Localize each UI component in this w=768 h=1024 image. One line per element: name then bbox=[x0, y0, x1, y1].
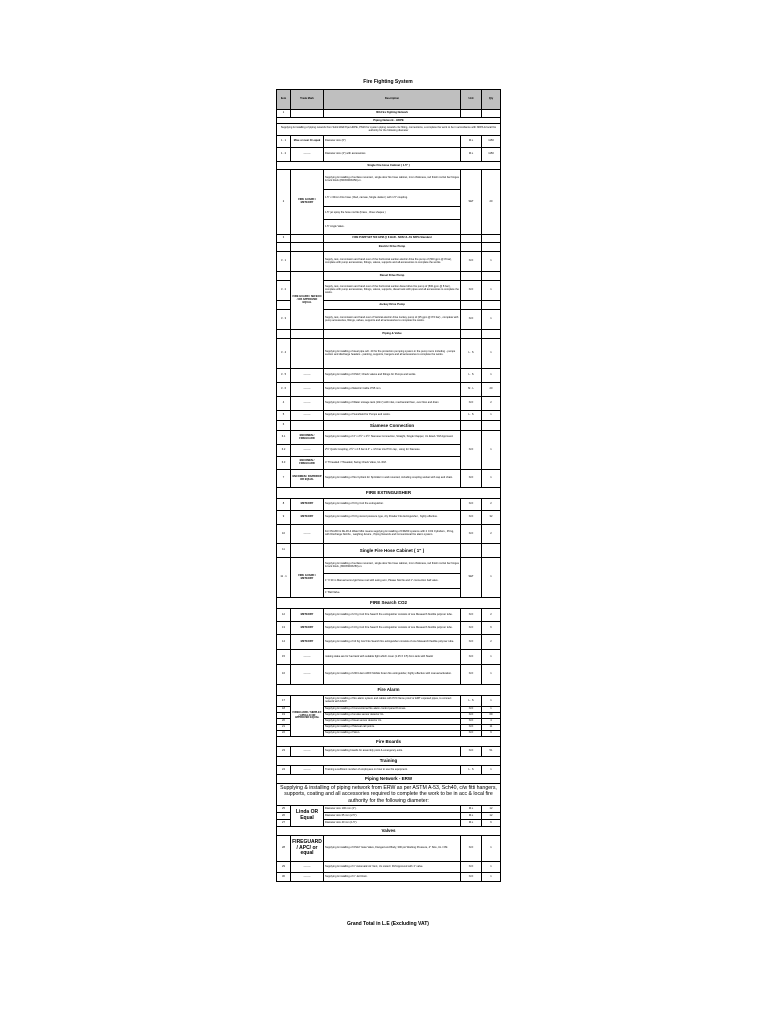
item-unit: M.L bbox=[461, 148, 482, 162]
table-row bbox=[277, 511, 501, 525]
table-row bbox=[277, 873, 501, 882]
document-title: Fire Fighting System bbox=[363, 79, 413, 85]
section-heading: Piping Network - HDPE bbox=[277, 118, 501, 124]
item-description: Supplying & installing of Water storage tank (10m³) with inlet, mechanical float , over flow and drain bbox=[324, 397, 461, 411]
trade-mark: -------- bbox=[291, 445, 324, 457]
item-description: Diameter size (4") with accessories bbox=[324, 148, 461, 162]
item-number: 16 bbox=[277, 665, 291, 685]
item-number: 17 bbox=[277, 696, 291, 707]
item-unit: N.O bbox=[461, 431, 482, 470]
trade-mark: -------- bbox=[291, 650, 324, 665]
item-description: Supplying & installing of fire alarm system and cables with PVC flame proof or EMT exposed pipes, to connect network with FACP. bbox=[324, 696, 461, 707]
trade-mark: ENCOMEN / RAPIDROP OR EQUAL bbox=[291, 470, 324, 488]
item-unit: N.O bbox=[461, 650, 482, 665]
table-row bbox=[277, 862, 501, 873]
item-qty: 1 bbox=[482, 252, 501, 272]
item-unit: N.O bbox=[461, 511, 482, 525]
item-qty: 1 bbox=[482, 411, 501, 421]
table-row bbox=[277, 369, 501, 383]
item-description: For FM-200 & FE-36 & Water Mist means supplying & installing of FM200 systems with 2 CO2 Cylinders , 45 kg, with Discharge Nozzle , weighing device , Piping Network and Conventional fire alarm system. bbox=[324, 525, 461, 544]
item-unit: L . S bbox=[461, 696, 482, 707]
item-number: 7 bbox=[277, 470, 291, 488]
item-description: Supplying & installing of 6 Kg Co2 fire extinguisher. bbox=[324, 499, 461, 511]
item-unit: N.O bbox=[461, 397, 482, 411]
trade-mark: Mise or near Or equal bbox=[291, 136, 324, 148]
trade-mark: -------- bbox=[291, 747, 324, 757]
item-unit: M.L bbox=[461, 136, 482, 148]
item-description: Diameter size 40 mm (1.5"). bbox=[324, 820, 461, 827]
item-qty: 20 bbox=[482, 383, 501, 397]
item-qty: 1 bbox=[482, 766, 501, 775]
item-description: Diameter size 100 mm (4"). bbox=[324, 806, 461, 813]
item-unit: M . L bbox=[461, 383, 482, 397]
section-row bbox=[277, 243, 501, 252]
item-number: 2 bbox=[277, 170, 291, 235]
item-number: 10 bbox=[277, 525, 291, 544]
section-heading: Piping Network - ERW bbox=[277, 775, 501, 784]
item-qty: 1 bbox=[482, 281, 501, 301]
item-qty: 1 bbox=[482, 431, 501, 470]
item-description: 1.5" x 30mm Fire hose ( Red, canvas, Single Jacket ) with 1.5" coupling. bbox=[324, 190, 461, 207]
table-row bbox=[277, 766, 501, 775]
item-number: 3 . 4 bbox=[277, 339, 291, 369]
item-number: 3 . 1 bbox=[277, 252, 291, 272]
section-heading: Jockey Drive Pump bbox=[324, 301, 461, 310]
trade-mark: ENCOMEN / FIREGUARD bbox=[291, 431, 324, 445]
item-number: 13 bbox=[277, 622, 291, 635]
item-description: making stake are for fuel tank with suitable fight which cover (1.25 X 0.5) from tank with Stack/ bbox=[324, 650, 461, 665]
header-qty: Qty bbox=[482, 90, 501, 110]
header-trade-mark: Trade Mark bbox=[291, 90, 324, 110]
item-unit: N.O bbox=[461, 635, 482, 650]
section-heading: Single Fire Hose Cabinet ( 1.5" ) bbox=[277, 162, 501, 170]
trade-mark: -------- bbox=[291, 369, 324, 383]
item-qty: 1 bbox=[482, 836, 501, 862]
item-number: 5 bbox=[277, 411, 291, 421]
item-description: Supplying & installing of Conventional fire alarm control panel 8 zones. bbox=[324, 707, 461, 713]
table-row bbox=[277, 784, 501, 806]
section-row bbox=[277, 598, 501, 609]
item-description: Supplying & installing boards for assembly point & emergency exits. bbox=[324, 747, 461, 757]
item-qty: 32 bbox=[482, 511, 501, 525]
section-heading: Valves bbox=[277, 827, 501, 836]
item-description: Supplying & installing of fire hydrant for Sprinkler in wall mounted, including coupling socket with cap and chain. bbox=[324, 470, 461, 488]
trade-mark: -------- bbox=[291, 397, 324, 411]
item-qty: 2 bbox=[482, 397, 501, 411]
item-description: Supplying & installing of OS&Y Gate Valve, Flanged end Body, 300 psi Working Pressure, 4" Size, UL / FM. bbox=[324, 836, 461, 862]
item-unit: N.O bbox=[461, 281, 482, 301]
item-description: Supplying & installing of 200 Liters AFFF Mobile Foam fire extinguisher, highly effective with manual activation. bbox=[324, 665, 461, 685]
item-qty: 12 bbox=[482, 806, 501, 813]
table-header-row bbox=[277, 90, 501, 110]
item-unit: M.L bbox=[461, 813, 482, 820]
trade-mark: FIRE GUARD / METEORY bbox=[291, 170, 324, 235]
item-unit: L . S bbox=[461, 369, 482, 383]
table-row bbox=[277, 696, 501, 707]
item-description: Supply, test, commission and hand over of Vertical electric drive Jockey pump of (25 gpm @ 8.5 bar) , complete with pump accessories, fittings, valves, supports and all accessories to complete the works. bbox=[324, 310, 461, 330]
table-row bbox=[277, 124, 501, 136]
section-heading: Fire Boards bbox=[277, 737, 501, 747]
header-unit: Unit bbox=[461, 90, 482, 110]
item-description: Supplying & installing of steel pipe sch. 40 for fire protection pumping system in the pump room including - pumps suction and discharge headers - painting, supports, hangers and all accessories to complete the works. bbox=[324, 339, 461, 369]
item-description: Supply, test, commission and hand over of the horizontal suction diesel drive fire pump of (500 gpm @ 8 bar), complete with pump accessories, fittings, valves, supports, diesel tank with pipes and all accessories to complete the works. bbox=[324, 281, 461, 301]
item-number: 4 bbox=[277, 397, 291, 411]
item-qty: 1 bbox=[482, 470, 501, 488]
table-row bbox=[277, 622, 501, 635]
item-qty: 1150 bbox=[482, 136, 501, 148]
item-number: 3 . 5 bbox=[277, 369, 291, 383]
item-unit: N.O bbox=[461, 707, 482, 713]
item-unit: N.O bbox=[461, 470, 482, 488]
table-row bbox=[277, 836, 501, 862]
item-qty: 1 bbox=[482, 862, 501, 873]
section-heading: Siamese Connection bbox=[324, 421, 461, 431]
item-description: 1" X 30 m Manual semi-rigid hose reel with swing arm, Please Nozzle and 1" connection ball valve. bbox=[324, 574, 461, 589]
item-description: Training a sufficient number of employees on how to use fire equipment. bbox=[324, 766, 461, 775]
item-qty: 2 bbox=[482, 635, 501, 650]
trade-mark: -------- bbox=[291, 665, 324, 685]
item-number: 23 bbox=[277, 747, 291, 757]
item-unit: L . S bbox=[461, 339, 482, 369]
item-unit: N.O bbox=[461, 310, 482, 330]
section-row bbox=[277, 162, 501, 170]
boq-table bbox=[276, 89, 501, 882]
item-number: 26 bbox=[277, 813, 291, 820]
section-heading: Training bbox=[277, 757, 501, 766]
trade-mark: -------- bbox=[291, 873, 324, 882]
trade-mark: ENCOMEN / FIREGUARD bbox=[291, 457, 324, 470]
trade-mark: FIRE GUARD / SEFECO / OR APPROVED EQUAL bbox=[291, 272, 324, 330]
item-unit: N.O bbox=[461, 665, 482, 685]
table-row bbox=[277, 252, 501, 272]
item-qty: 6 bbox=[482, 622, 501, 635]
item-unit: N.O bbox=[461, 252, 482, 272]
item-number: 24 bbox=[277, 766, 291, 775]
section-title: FIRE PUMP SET 500 GPM @ 8 BAR - NON UL AS NFPA Standard bbox=[324, 235, 461, 243]
item-qty: 4 bbox=[482, 719, 501, 725]
item-description: Supplying & installing of 4 Kg Co2 Fire Search fire extinguisher consists of one Mesearch flexible polymer tube. bbox=[324, 622, 461, 635]
item-unit: N.O bbox=[461, 622, 482, 635]
item-description: Supplying & installing of Heat sensor detector UL. bbox=[324, 719, 461, 725]
item-unit: N.O bbox=[461, 525, 482, 544]
item-unit: L . S bbox=[461, 411, 482, 421]
item-qty: 1 bbox=[482, 558, 501, 598]
section-row bbox=[277, 757, 501, 766]
section-row bbox=[277, 330, 501, 339]
item-unit: N.O bbox=[461, 499, 482, 511]
item-qty: 2 bbox=[482, 499, 501, 511]
item-unit: N.O bbox=[461, 873, 482, 882]
item-qty: 1 bbox=[482, 665, 501, 685]
item-number: 11 . 1 bbox=[277, 558, 291, 598]
item-qty: 1 bbox=[482, 696, 501, 707]
item-qty: 1 bbox=[482, 339, 501, 369]
item-number: 6.3 bbox=[277, 457, 291, 470]
item-qty: 69 bbox=[482, 713, 501, 719]
item-number: 22 bbox=[277, 731, 291, 737]
table-row bbox=[277, 431, 501, 445]
table-row bbox=[277, 747, 501, 757]
table-row bbox=[277, 806, 501, 813]
item-description: Supplying & installing of 2 Kg Co2 Fire Search fire extinguisher consists of one Mesearch flexible polymer tube. bbox=[324, 609, 461, 622]
item-number: 15 bbox=[277, 650, 291, 665]
item-qty: 20 bbox=[482, 170, 501, 235]
item-number: 3 . 3 bbox=[277, 310, 291, 330]
table-row bbox=[277, 558, 501, 574]
section-heading: Diesel Drive Pump bbox=[324, 272, 461, 281]
item-number: 19 bbox=[277, 713, 291, 719]
header-item: Item bbox=[277, 90, 291, 110]
section-description: Supplying & installing of piping network from Solid Wall Pipe HDPE, PN16 for system piping network c/w fitting, connections, a complete the work to be in accordance with NFPA & local fire authority for the following diameter bbox=[277, 124, 501, 136]
item-number: 8 bbox=[277, 499, 291, 511]
item-qty: 11 bbox=[482, 725, 501, 731]
item-description: Supplying & installing of 4" x 2½" x 2½" Siamese Connection, Straight, Single Clapper, UL listed / FM Approved. bbox=[324, 431, 461, 445]
table-row bbox=[277, 235, 501, 243]
section-row bbox=[277, 488, 501, 499]
item-number: 14 bbox=[277, 635, 291, 650]
trade-mark: -------- bbox=[291, 411, 324, 421]
section-row bbox=[277, 827, 501, 836]
item-number: 1 . 1 bbox=[277, 136, 291, 148]
item-qty: 1 bbox=[482, 310, 501, 330]
item-qty: 1 bbox=[482, 369, 501, 383]
header-description: Description bbox=[324, 90, 461, 110]
item-description: Supplying & installing of 1" Automatic Air Vent, UL Listed / FM Approved with 1" valve. bbox=[324, 862, 461, 873]
item-description: Supplying & installing of smoke sensor detector UL. bbox=[324, 713, 461, 719]
section-heading: Single Fire Hose Cabinet ( 1" ) bbox=[324, 544, 461, 558]
item-unit: L . S bbox=[461, 766, 482, 775]
item-number: 6.2 bbox=[277, 445, 291, 457]
item-number: 12 bbox=[277, 609, 291, 622]
item-qty: 1150 bbox=[482, 148, 501, 162]
item-number: 3 . 2 bbox=[277, 281, 291, 301]
item-number: 9 bbox=[277, 511, 291, 525]
trade-mark: -------- bbox=[291, 148, 324, 162]
item-number: 30 bbox=[277, 873, 291, 882]
table-row bbox=[277, 470, 501, 488]
table-row bbox=[277, 499, 501, 511]
item-qty: 2 bbox=[482, 525, 501, 544]
section-heading: Electric Drive Pump bbox=[324, 243, 461, 252]
trade-mark: -------- bbox=[291, 525, 324, 544]
section-heading: Piping & Valve bbox=[324, 330, 461, 339]
trade-mark: METEORY bbox=[291, 511, 324, 525]
table-row bbox=[277, 148, 501, 162]
section-heading: Fire Alarm bbox=[277, 685, 501, 696]
table-row bbox=[277, 110, 501, 118]
item-number: 6.1 bbox=[277, 431, 291, 445]
table-row bbox=[277, 650, 501, 665]
item-unit: M.L bbox=[461, 820, 482, 827]
item-number: 3 . 6 bbox=[277, 383, 291, 397]
item-description: Supplying & installing of surface mounted , single door fire hose cabinet, 1mm thickness, red finish nozzel bar hinges & lock block (800X600X250)-m. bbox=[324, 170, 461, 190]
table-row bbox=[277, 421, 501, 431]
item-qty: 12 bbox=[482, 813, 501, 820]
item-qty: 1 bbox=[482, 650, 501, 665]
grand-total-label: Grand Total in L.E (Excluding VAT) bbox=[347, 921, 429, 927]
item-unit: N.O bbox=[461, 731, 482, 737]
item-description: Diameter size 65 mm (2.5"). bbox=[324, 813, 461, 820]
trade-mark: FIREGUARD / SIMPLEX / APOLLO OR APPROVED EQUAL bbox=[291, 696, 324, 737]
section-row bbox=[277, 685, 501, 696]
item-description: Supplying & installing of OS&Y, Check valves and fittings for Pumps and works. bbox=[324, 369, 461, 383]
item-description: Supplying & installing of 10 Kg Co2 Fire Search fire extinguisher consists of one Mesearch flexible polymer tube. bbox=[324, 635, 461, 650]
item-unit: N.O bbox=[461, 609, 482, 622]
table-row bbox=[277, 383, 501, 397]
item-unit: M.L bbox=[461, 806, 482, 813]
item-description: 1" Ball Valve. bbox=[324, 589, 461, 598]
trade-mark: -------- bbox=[291, 862, 324, 873]
item-number: 29 bbox=[277, 862, 291, 873]
trade-mark: FIRE GUARD / METEORY bbox=[291, 558, 324, 598]
item-number: 28 bbox=[277, 836, 291, 862]
item-unit: N.O bbox=[461, 747, 482, 757]
trade-mark: -------- bbox=[291, 383, 324, 397]
item-number: 25 bbox=[277, 806, 291, 813]
item-description: Supplying & installing of Siren. bbox=[324, 731, 461, 737]
item-description: 1.5" Angle Valve. bbox=[324, 220, 461, 235]
item-description: Supplying & installing of Electric Cable 4*95 mm. bbox=[324, 383, 461, 397]
item-number: 18 bbox=[277, 707, 291, 713]
trade-mark: METEORY bbox=[291, 622, 324, 635]
item-unit: N.O bbox=[461, 719, 482, 725]
item-description: 2½" Quick Coupling ,2½" x 2.5 bar & 4" + 4.5 bar c/w PVC cap , using for Siamese. bbox=[324, 445, 461, 457]
item-qty: 1 bbox=[482, 873, 501, 882]
item-number: 6 bbox=[277, 421, 291, 431]
item-unit: SET bbox=[461, 558, 482, 598]
item-description: 4" Threaded / Threaded, Swing Check Valve, UL /FM. bbox=[324, 457, 461, 470]
item-description: Supplying & installing of Sunshield for Pumps and works. bbox=[324, 411, 461, 421]
item-number: 20 bbox=[277, 719, 291, 725]
item-number: 1 bbox=[277, 110, 291, 118]
item-number: 21 bbox=[277, 725, 291, 731]
trade-mark: METEORY bbox=[291, 499, 324, 511]
table-row bbox=[277, 170, 501, 190]
section-heading: FIRE Search CO2 bbox=[277, 598, 501, 609]
trade-mark: METEORY bbox=[291, 609, 324, 622]
section-row bbox=[277, 775, 501, 784]
item-description: Supplying & installing of surface mounted , single door fire hose cabinet, 1mm thickness, red finish nozzel bar hinges & lock block, (800X600X250)-m. bbox=[324, 558, 461, 574]
section-row bbox=[277, 737, 501, 747]
item-description: Diameter size (6") bbox=[324, 136, 461, 148]
table-row bbox=[277, 665, 501, 685]
trade-mark: FIREGUARD / APC/ or equal bbox=[291, 836, 324, 862]
item-qty: 1 bbox=[482, 707, 501, 713]
item-number: 3 bbox=[277, 235, 291, 243]
section-title: 800-Fire Fighting Network bbox=[324, 110, 461, 118]
table-row bbox=[277, 411, 501, 421]
item-qty: 6 bbox=[482, 820, 501, 827]
table-row bbox=[277, 609, 501, 622]
table-row bbox=[277, 136, 501, 148]
table-row bbox=[277, 544, 501, 558]
item-number: 11 bbox=[277, 544, 291, 558]
item-description: Supply, test, commission and hand over of the horizontal suction electric drive fire pump of (500 gpm @ 8 bar), complete with pump accessories, fittings, valves, supports and all accessories to complete the works. bbox=[324, 252, 461, 272]
item-qty: 9 bbox=[482, 731, 501, 737]
table-row bbox=[277, 525, 501, 544]
trade-mark: Linda OR Equal bbox=[291, 806, 324, 827]
item-unit: N.O bbox=[461, 713, 482, 719]
table-row bbox=[277, 635, 501, 650]
item-unit: N.O bbox=[461, 862, 482, 873]
item-description: Supplying & installing of Manual call points. bbox=[324, 725, 461, 731]
item-number: 27 bbox=[277, 820, 291, 827]
section-description: Supplying & installing of piping network from ERW as per ASTM A-53, Sch40, c/w fitti hangers, supports, coating and all accessories required to complete the work to be in acc & local fire authority for the following diameter: bbox=[277, 784, 501, 806]
item-qty: 2 bbox=[482, 609, 501, 622]
item-number: 1 . 2 bbox=[277, 148, 291, 162]
section-row bbox=[277, 272, 501, 281]
table-row bbox=[277, 397, 501, 411]
trade-mark: -------- bbox=[291, 766, 324, 775]
item-description: 1.5" jet spray fire hose nozzle (brass , three shapes ) bbox=[324, 207, 461, 220]
item-description: Supplying & installing of 6 Kg stored pressure type, dry Powder Fire Extinguisher , highly effective. bbox=[324, 511, 461, 525]
item-qty: 51 bbox=[482, 747, 501, 757]
section-heading: FIRE EXTINGUISHER bbox=[277, 488, 501, 499]
table-row bbox=[277, 339, 501, 369]
item-unit: N.O bbox=[461, 836, 482, 862]
item-unit: N.O bbox=[461, 725, 482, 731]
item-unit: SET bbox=[461, 170, 482, 235]
item-description: Supplying & installing of 1" Jet Drain. bbox=[324, 873, 461, 882]
trade-mark: METEORY bbox=[291, 635, 324, 650]
